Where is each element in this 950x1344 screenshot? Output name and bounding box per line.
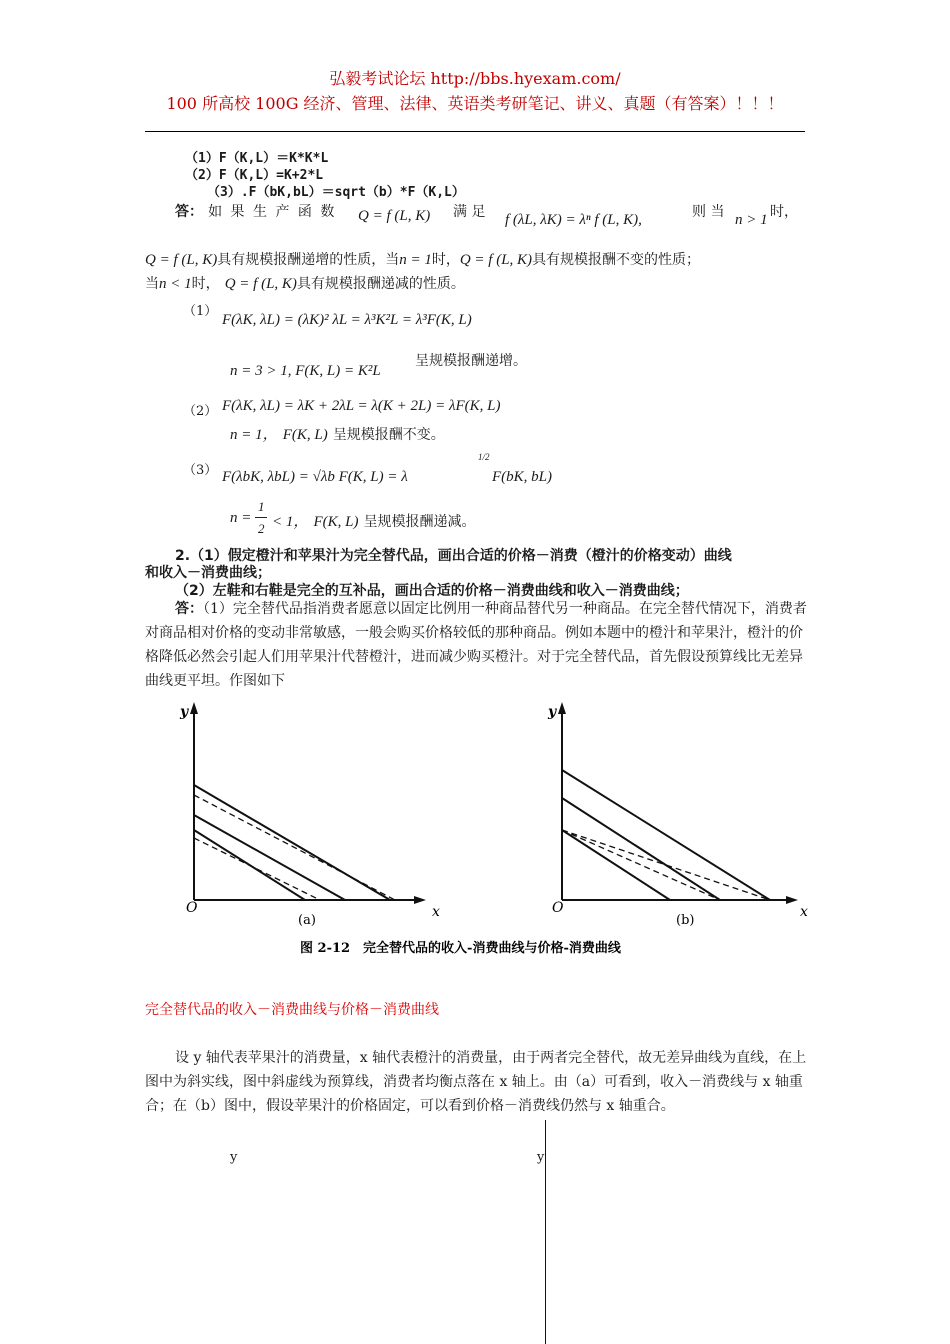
q1-p3-formula-b: F(bK, bL) <box>492 469 552 485</box>
q1-p3-formula-a: F(λbK, λbL) = √λb F(K, L) = λ <box>222 469 408 485</box>
panel-b-origin-label: O <box>552 900 564 916</box>
figure-caption: 图 2-12 完全替代品的收入-消费曲线与价格-消费曲线 <box>300 941 621 956</box>
q1-answer-when: 时， <box>770 204 798 220</box>
panel-a-x-label: x <box>432 904 440 920</box>
figure-panel-b <box>547 702 808 928</box>
q1-p3-text: 呈规模报酬递减。 <box>363 514 476 530</box>
q2-answer-text: （1）完全替代品指消费者愿意以固定比例用一种商品替代另一种商品。在完全替代情况下，消费者对商品相对价格的变动非常敏感，一般会购买价格较低的那种商品。例如本题中的橙汁和苹果汁，橙汁的价格降低必然会引起人们用苹果汁代替橙汁，进而减少购买橙汁。对于完全替代品，首先假设预算线比无差异曲线更平坦。作图如下 <box>145 601 807 689</box>
panel-a-origin-label: O <box>186 900 198 916</box>
q2-title-2: 和收入－消费曲线； <box>145 565 271 581</box>
q1-p3-frac-den: 2 <box>258 521 265 536</box>
q1-p2-formula: F(λK, λL) = λK + 2λL = λ(K + 2L) = λF(K, L) <box>222 398 501 414</box>
panel-b-caption: (b) <box>676 913 695 928</box>
figure-panel-a <box>179 702 440 928</box>
figure-2-12 <box>0 690 950 970</box>
panel-b-indifference-line-1 <box>562 770 770 900</box>
q1-p3-result-line <box>272 510 476 531</box>
q1-cond: n > 1 <box>735 212 768 228</box>
q1-p2-result-line <box>230 423 445 444</box>
panel-a-caption: (a) <box>298 913 316 928</box>
q1-l2-text1: 具有规模报酬递增的性质，当 <box>217 252 400 268</box>
panel-b-y-label: y <box>548 704 557 720</box>
q1-answer-line-2 <box>145 249 700 269</box>
q1-p3-label: （3） <box>183 463 218 478</box>
q1-l2-q2: Q = f (L, K) <box>459 252 533 268</box>
q1-l2-text3: 具有规模报酬不变的性质； <box>532 252 701 268</box>
section-body: 设 y 轴代表苹果汁的消费量，x 轴代表橙汁的消费量，由于两者完全替代，故无差异曲线为直线，在上图中为斜实线，图中斜虚线为预算线，消费者均衡点落在 x 轴上。由（a）可看到，收入－消费线与 x 轴重合；在（b）图中，假设苹果汁的价格固定，可以看到价格－消费线仍然与 x 轴重合。 <box>145 1050 807 1114</box>
q1-formula-q: Q = f (L, K) <box>358 208 431 224</box>
panel-a-x-arrow <box>414 896 426 904</box>
q1-p3-n: n = <box>230 510 252 526</box>
q1-p1-label: （1） <box>183 304 218 319</box>
header-site-line: 弘毅考试论坛 http://bbs.hyexam.com/ <box>329 69 621 88</box>
q1-l2-q: Q = f (L, K) <box>145 252 218 268</box>
panel-b-y-arrow <box>558 702 566 714</box>
q1-p3-frac-bar <box>255 517 267 518</box>
header-divider <box>145 131 805 132</box>
q1-l3-text1: 当 <box>145 276 159 292</box>
q1-l2-text2: 时， <box>431 252 460 268</box>
q2-answer-label: 答： <box>175 601 203 617</box>
panel-a-y-arrow <box>190 702 198 714</box>
q1-item-1: （1）F（K,L）＝K*K*L <box>185 151 329 166</box>
q1-answer-label: 答： <box>175 204 203 220</box>
panel-a-indifference-line-2 <box>194 815 345 900</box>
panel-b-x-label: x <box>800 904 808 920</box>
bottom-right-y-label: y <box>537 1150 545 1165</box>
q1-l3-text3: 具有规模报酬递减的性质。 <box>296 276 465 292</box>
q1-l3-q: Q = f (L, K) <box>224 276 297 292</box>
q1-p3-f: F(K, L) <box>313 514 359 530</box>
panel-a-indifference-line-1 <box>194 785 390 900</box>
q1-l3-text2: 时， <box>191 276 220 292</box>
bottom-left-y-label: y <box>230 1150 238 1165</box>
header-promo-line: 100 所高校 100G 经济、管理、法律、英语类考研笔记、讲义、真题（有答案）！！！ <box>166 94 784 113</box>
q2-answer-paragraph <box>145 597 807 693</box>
q1-p2-f: F(K, L) <box>282 427 328 443</box>
q1-p2-text: 呈规模报酬不变。 <box>332 427 445 443</box>
q2-title-1: 2.（1）假定橙汁和苹果汁为完全替代品，画出合适的价格－消费（橙汁的价格变动）曲线 <box>175 548 732 564</box>
q1-answer-line-3 <box>145 273 465 293</box>
q1-p2-label: （2） <box>183 404 218 419</box>
q1-p3-exponent: 1/2 <box>478 452 490 462</box>
q1-p1-text: 呈规模报酬递增。 <box>415 353 527 369</box>
q1-p1-formula: F(λK, λL) = (λK)² λL = λ³K²L = λ³F(K, L) <box>222 312 472 328</box>
q1-answer-line-1 <box>175 201 336 221</box>
q1-p3-lt: < 1， <box>272 514 309 530</box>
q1-p1-result: n = 3 > 1, F(K, L) = K²L <box>230 363 381 379</box>
panel-a-y-label: y <box>180 704 189 720</box>
q1-p3-frac-num: 1 <box>258 499 265 514</box>
q1-item-3: （3）.F（bK,bL）＝sqrt（b）*F（K,L） <box>207 185 465 200</box>
q1-l3-n: n < 1 <box>159 276 192 292</box>
section-heading: 完全替代品的收入－消费曲线与价格－消费曲线 <box>145 1002 439 1018</box>
q2-title-3: （2）左鞋和右鞋是完全的互补品，画出合适的价格－消费曲线和收入－消费曲线； <box>175 583 689 599</box>
q1-answer-intro: 如 果 生 产 函 数 <box>208 204 337 220</box>
q1-p2-n: n = 1， <box>230 427 278 443</box>
panel-b-indifference-line-2 <box>562 798 720 900</box>
q1-answer-mid: 满 足 <box>453 204 486 220</box>
q1-item-2: （2）F（K,L）=K+2*L <box>185 168 324 183</box>
panel-b-x-arrow <box>786 896 798 904</box>
q1-answer-then: 则 当 <box>692 204 725 220</box>
panel-a-budget-line-1 <box>194 795 395 900</box>
q1-formula-homog: f (λL, λK) = λⁿ f (L, K), <box>505 212 642 228</box>
bottom-figure-axis-line <box>545 1120 546 1344</box>
q1-l2-n: n = 1 <box>399 252 432 268</box>
panel-b-budget-line-2 <box>562 830 720 900</box>
